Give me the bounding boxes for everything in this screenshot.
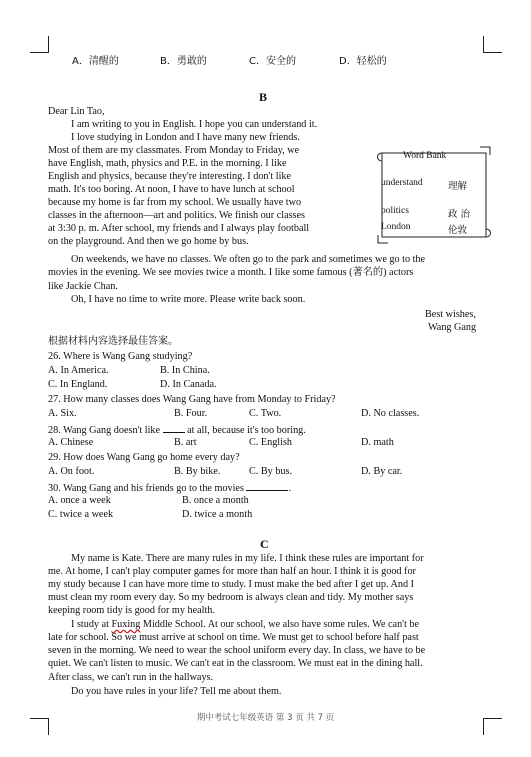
letter-p3-line: movies in the evening. We see movies twice a month. I like some famous (著名的) actors bbox=[48, 267, 414, 278]
page-footer: 期中考试七年级英语 第 3 页 共 7 页 bbox=[196, 713, 335, 723]
answer-option[interactable]: A. In America. bbox=[48, 365, 109, 376]
answer-option[interactable]: B. By bike. bbox=[174, 466, 221, 477]
answer-option[interactable]: A. Chinese bbox=[48, 437, 94, 448]
answer-option[interactable]: B. In China. bbox=[160, 365, 210, 376]
crop-mark-top-left-v bbox=[48, 36, 49, 53]
letter-greeting: Dear Lin Tao, bbox=[48, 106, 105, 117]
question-stem bbox=[48, 423, 306, 437]
answer-option[interactable]: C. By bus. bbox=[249, 466, 293, 477]
word-bank-zh: 政 治 bbox=[448, 209, 471, 220]
word-bank-title: Word Bank bbox=[403, 151, 447, 161]
question-stem: 26. Where is Wang Gang studying? bbox=[48, 351, 193, 362]
letter-paragraph-4: Oh, I have no time to write more. Please write back soon. bbox=[71, 294, 306, 305]
answer-option[interactable]: D. No classes. bbox=[361, 408, 420, 419]
answer-option[interactable]: C. twice a week bbox=[48, 509, 114, 520]
answer-option[interactable]: B. art bbox=[174, 437, 197, 448]
letter-p3-line: like Jackie Chan. bbox=[48, 281, 118, 292]
letter-p2-line: Most of them are my classmates. From Monday to Friday, we bbox=[48, 145, 300, 156]
option-c: C．安全的 bbox=[249, 56, 296, 67]
answer-option[interactable]: A. once a week bbox=[48, 495, 111, 506]
word-bank bbox=[376, 145, 492, 245]
question-stem-post: at all, because it's too boring. bbox=[187, 425, 306, 436]
question-stem: 29. How does Wang Gang go home every day? bbox=[48, 452, 240, 463]
passage-line: my study because I can have more time to study. I must make the bed after I get up. And I bbox=[48, 579, 414, 590]
school-name: Fuxing bbox=[111, 619, 141, 630]
word-bank-zh: 伦敦 bbox=[448, 225, 468, 236]
answer-option[interactable]: C. English bbox=[249, 437, 293, 448]
answer-option[interactable]: C. Two. bbox=[249, 408, 282, 419]
crop-mark-top-right bbox=[484, 52, 502, 53]
letter-closing: Best wishes, bbox=[425, 309, 476, 320]
passage-text: I study at bbox=[71, 619, 112, 630]
answer-option[interactable]: C. In England. bbox=[48, 379, 108, 390]
answer-option[interactable]: B. once a month bbox=[182, 495, 249, 506]
question-stem-pre: 30. Wang Gang and his friends go to the movies bbox=[48, 483, 244, 494]
letter-p2-line: on the playground. And then we go home by bus. bbox=[48, 236, 249, 247]
option-d: D．轻松的 bbox=[339, 56, 387, 67]
passage-line: quiet. We can't listen to music. We can't eat in the classroom. We must eat in the dining hall. bbox=[48, 658, 423, 669]
answer-option[interactable]: A. On foot. bbox=[48, 466, 95, 477]
option-a: A．清醒的 bbox=[72, 56, 119, 67]
answer-option[interactable]: D. twice a month bbox=[182, 509, 253, 520]
answer-option[interactable]: D. In Canada. bbox=[160, 379, 217, 390]
section-c-heading: C bbox=[260, 537, 269, 551]
letter-p2-line: math. It's too boring. At noon, I have to have lunch at school bbox=[48, 184, 295, 195]
letter-p2-line: classes in the afternoon—art and politics. We finish our classes bbox=[48, 210, 306, 221]
question-stem-pre: 28. Wang Gang doesn't like bbox=[48, 425, 161, 436]
passage-line bbox=[71, 619, 419, 631]
answer-option[interactable]: D. By car. bbox=[361, 466, 403, 477]
crop-mark-top-right-v bbox=[483, 36, 484, 53]
word-bank-en: understand bbox=[381, 178, 423, 188]
letter-p2-line: have English, math, physics and P.E. in the morning. I like bbox=[48, 158, 287, 169]
passage-line: late for school. So we must arrive at school on time. We must get to school before half past bbox=[48, 632, 419, 643]
answer-blank[interactable] bbox=[246, 481, 288, 491]
letter-p2-line: at 3:30 p. m. After school, my friends and I always play football bbox=[48, 223, 310, 234]
letter-signature: Wang Gang bbox=[428, 322, 477, 333]
answer-option[interactable]: A. Six. bbox=[48, 408, 77, 419]
passage-line: keeping room tidy is good for my health. bbox=[48, 605, 215, 616]
option-b: B．勇敢的 bbox=[160, 56, 207, 67]
question-stem-post: . bbox=[288, 483, 292, 494]
crop-mark-top-left bbox=[30, 52, 48, 53]
answer-option[interactable]: B. Four. bbox=[174, 408, 208, 419]
question-stem: 27. How many classes does Wang Gang have from Monday to Friday? bbox=[48, 394, 336, 405]
passage-line: After class, we can't run in the hallways. bbox=[48, 672, 214, 683]
answer-blank[interactable] bbox=[163, 423, 185, 433]
question-stem bbox=[48, 481, 291, 495]
passage-line: My name is Kate. There are many rules in my life. I think these rules are important for bbox=[71, 553, 424, 564]
letter-p2-line: English and physics, because they're interesting. I don't like bbox=[48, 171, 292, 182]
instruction: 根据材料内容选择最佳答案。 bbox=[48, 336, 178, 347]
word-bank-zh: 理解 bbox=[448, 181, 468, 192]
letter-p2-line: because my home is far from my school. We usually have two bbox=[48, 197, 302, 208]
passage-line: seven in the morning. We need to wear the school uniform every day. In class, we have to be bbox=[48, 645, 426, 656]
passage-line: me. At home, I can't play computer games for more than half an hour. I think it is good for bbox=[48, 566, 416, 577]
section-b-heading: B bbox=[259, 90, 268, 104]
word-bank-en: London bbox=[381, 222, 411, 232]
answer-option[interactable]: D. math bbox=[361, 437, 394, 448]
letter-paragraph-1: I am writing to you in English. I hope you can understand it. bbox=[71, 119, 318, 130]
word-bank-en: politics bbox=[381, 206, 409, 216]
passage-c-paragraph-3: Do you have rules in your life? Tell me about them. bbox=[71, 686, 282, 697]
passage-line: must clean my room every day. So my bedroom is always clean and tidy. My mother says bbox=[48, 592, 414, 603]
letter-p2-line: I love studying in London and I have many new friends. bbox=[71, 132, 300, 143]
passage-text: Middle School. At our school, we also have some rules. We can't be bbox=[140, 619, 420, 630]
letter-p3-line: On weekends, we have no classes. We often go to the park and sometimes we go to the bbox=[71, 254, 426, 265]
